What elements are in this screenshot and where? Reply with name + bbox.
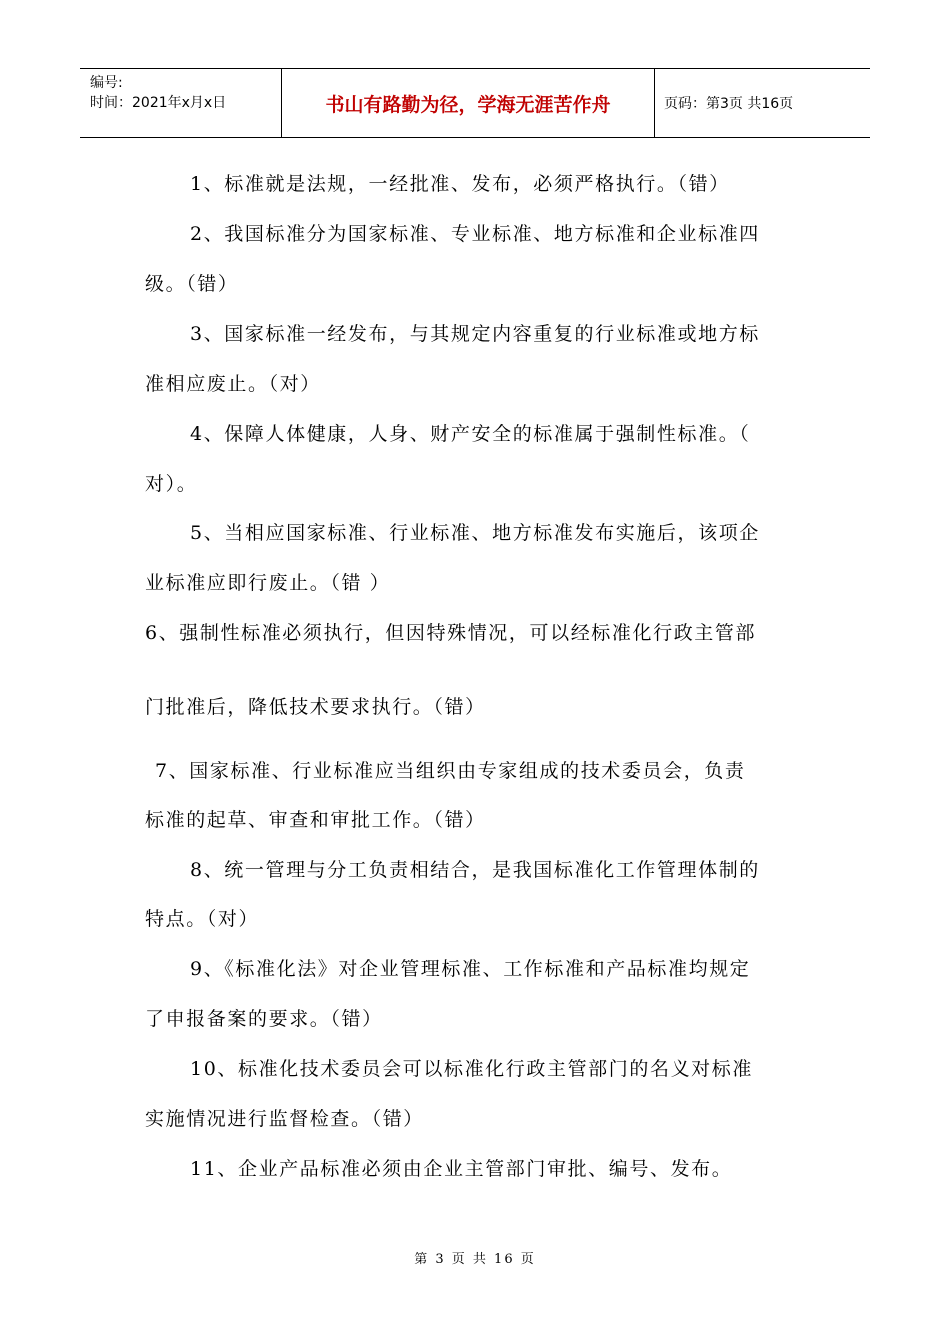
text-line: 1、标准就是法规，一经批准、发布，必须严格执行。（错） [190, 173, 730, 195]
text-line: 准相应废止。（对） [145, 373, 321, 395]
header-meta [90, 73, 226, 113]
text-line: 级。（错） [145, 273, 239, 295]
text-line: 门批准后，降低技术要求执行。（错） [145, 696, 486, 718]
text-line: 8、统一管理与分工负责相结合，是我国标准化工作管理体制的 [190, 859, 760, 881]
page-header [80, 68, 870, 138]
header-divider [654, 69, 655, 137]
header-motto: 书山有路勤为径，学海无涯苦作舟 [325, 93, 611, 116]
text-line: 特点。（对） [145, 908, 260, 930]
text-line: 了申报备案的要求。（错） [145, 1008, 383, 1030]
text-line: 实施情况进行监督检查。（错） [145, 1108, 424, 1130]
text-line: 9、《标准化法》对企业管理标准、工作标准和产品标准均规定 [190, 958, 751, 980]
text-line: 5、当相应国家标准、行业标准、地方标准发布实施后，该项企 [190, 522, 760, 544]
text-line: 4、保障人体健康，人身、财产安全的标准属于强制性标准。（ [190, 423, 751, 445]
document-number-label: 编号: [90, 75, 123, 91]
text-line: 7、国家标准、行业标准应当组织由专家组成的技术委员会，负责 [155, 760, 746, 782]
text-line: 对）。 [145, 473, 198, 495]
text-line: 3、国家标准一经发布，与其规定内容重复的行业标准或地方标 [190, 323, 760, 345]
header-page-info: 页码：第3页 共16页 [664, 96, 794, 112]
text-line: 10、标准化技术委员会可以标准化行政主管部门的名义对标准 [190, 1058, 753, 1080]
page-footer: 第 3 页 共 16 页 [414, 1252, 536, 1267]
text-line: 业标准应即行废止。（错 ） [145, 572, 391, 594]
text-line: 6、强制性标准必须执行，但因特殊情况，可以经标准化行政主管部 [145, 622, 757, 644]
text-line: 11、企业产品标准必须由企业主管部门审批、编号、发布。 [190, 1158, 733, 1180]
text-line: 标准的起草、审查和审批工作。（错） [145, 809, 486, 831]
text-line: 2、我国标准分为国家标准、专业标准、地方标准和企业标准四 [190, 223, 760, 245]
document-date: 时间：2021年x月x日 [90, 95, 227, 111]
